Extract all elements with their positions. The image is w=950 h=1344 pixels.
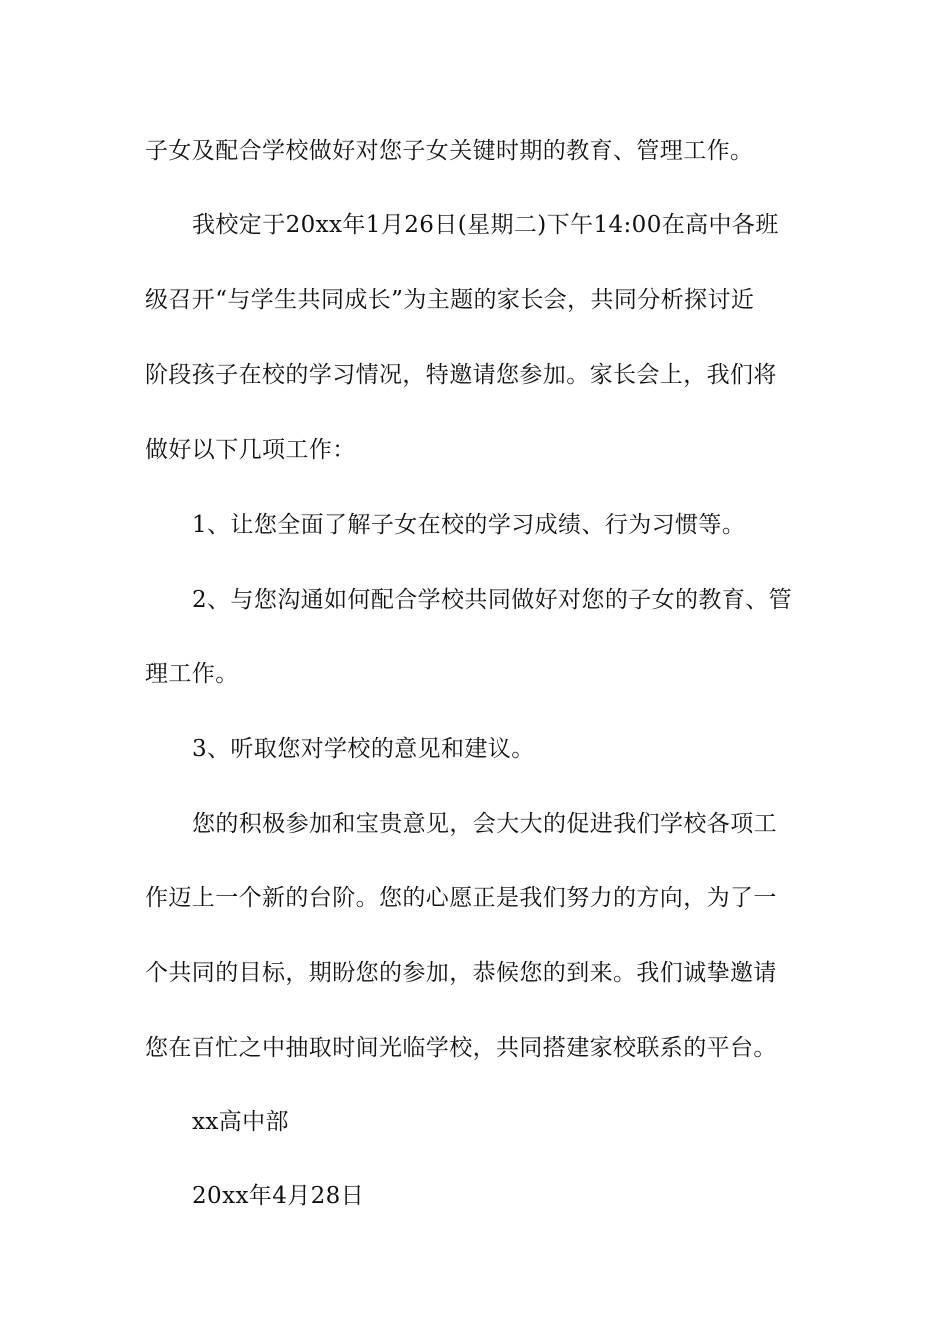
text-line: 3、听取您对学校的意见和建议。	[192, 736, 535, 762]
text-line: 子女及配合学校做好对您子女关键时期的教育、管理工作。	[145, 138, 754, 164]
text-line: 我校定于20xx年1月26日(星期二)下午14:00在高中各班	[192, 212, 779, 238]
signature-organization: xx高中部	[192, 1109, 289, 1135]
text-line: 2、与您沟通如何配合学校共同做好对您的子女的教育、管	[192, 587, 793, 613]
text-line: 阶段孩子在校的学习情况，特邀请您参加。家长会上，我们将	[145, 362, 777, 388]
text-line: 您在百忙之中抽取时间光临学校，共同搭建家校联系的平台。	[145, 1035, 777, 1061]
text-line: 个共同的目标，期盼您的参加，恭候您的到来。我们诚挚邀请	[145, 960, 777, 986]
text-line: 1、让您全面了解子女在校的学习成绩、行为习惯等。	[192, 512, 746, 538]
text-line: 级召开“与学生共同成长”为主题的家长会，共同分析探讨近	[145, 287, 755, 313]
text-line: 理工作。	[145, 661, 239, 687]
text-line: 做好以下几项工作：	[145, 437, 356, 463]
signature-date: 20xx年4月28日	[192, 1183, 365, 1209]
text-line: 您的积极参加和宝贵意见，会大大的促进我们学校各项工	[192, 811, 777, 837]
text-line: 作迈上一个新的台阶。您的心愿正是我们努力的方向，为了一	[145, 885, 777, 911]
